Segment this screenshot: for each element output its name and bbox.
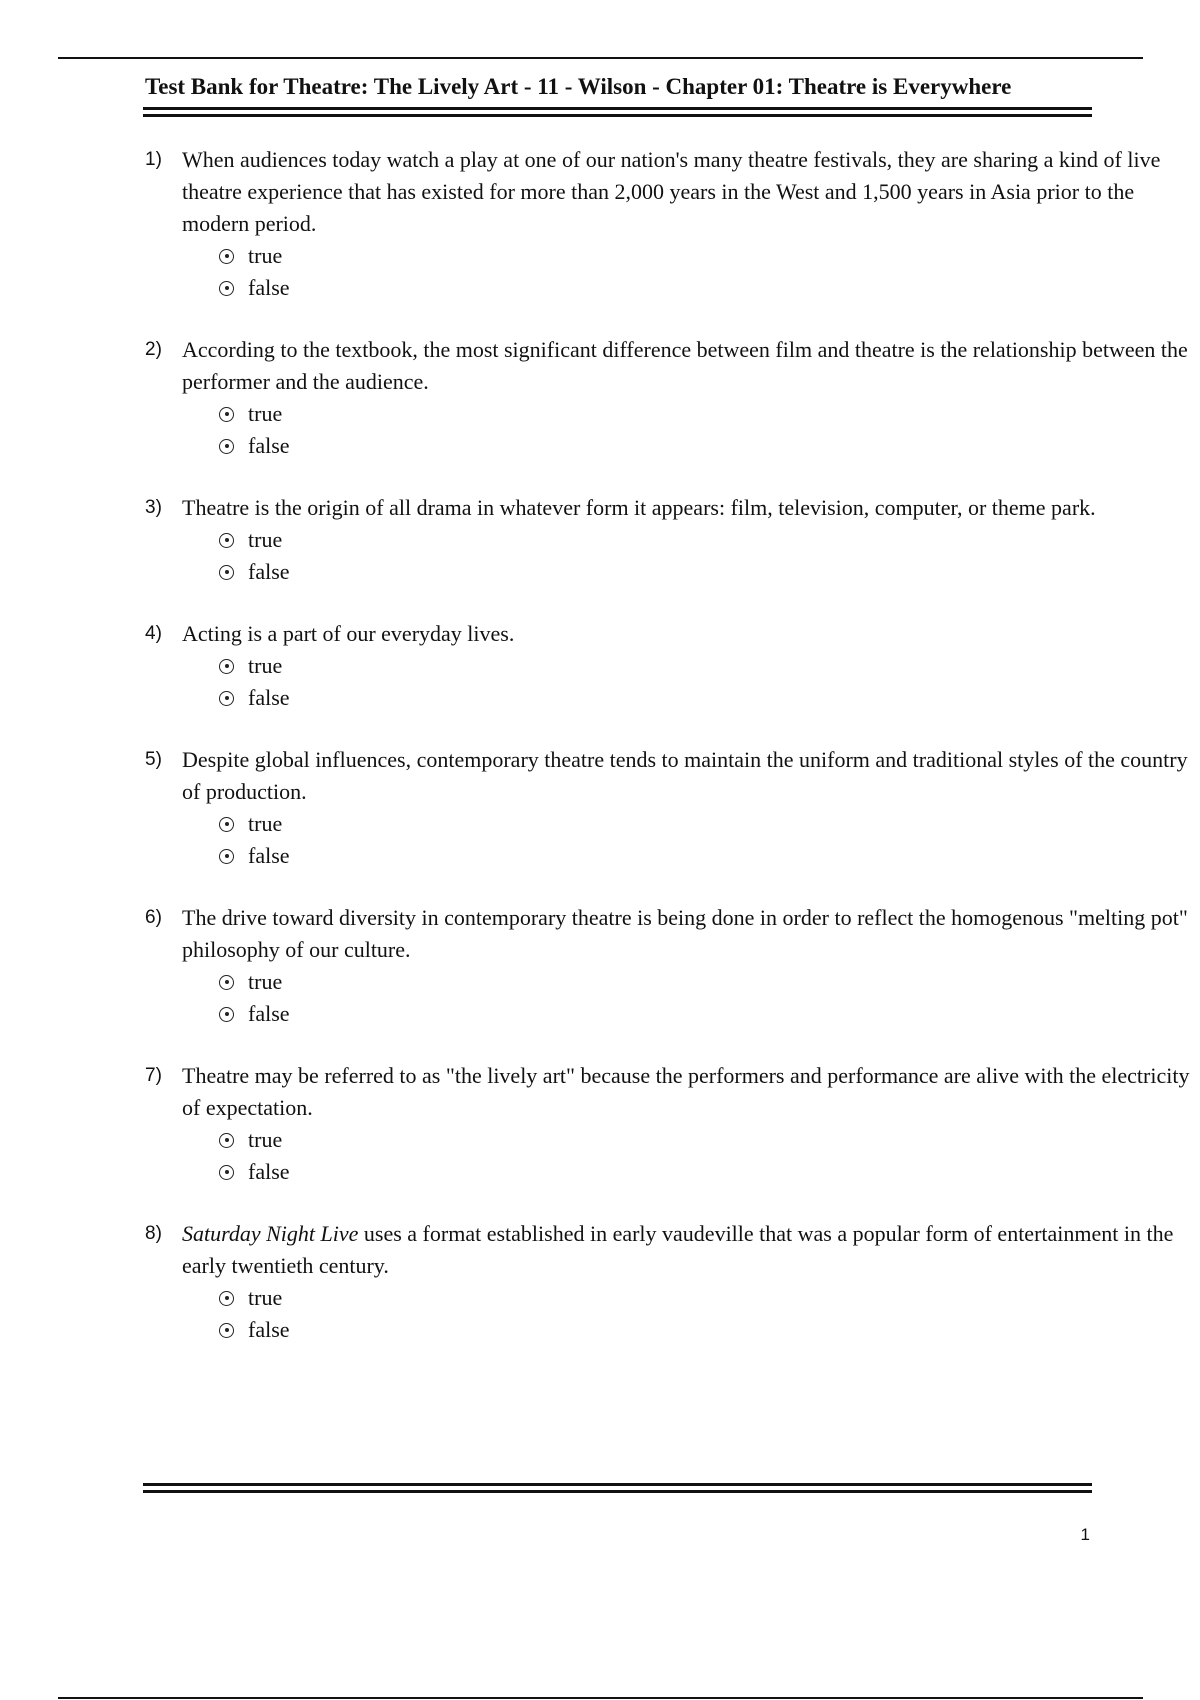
- question-number: 8): [145, 1223, 162, 1244]
- option-true[interactable]: [219, 240, 1095, 272]
- option-true[interactable]: [219, 398, 1095, 430]
- option-true[interactable]: [219, 524, 1095, 556]
- question-text: [182, 1218, 1195, 1282]
- option-false[interactable]: [219, 556, 1095, 588]
- page-number: 1: [1080, 1525, 1090, 1544]
- question-list: [145, 144, 1190, 1376]
- question-4: [145, 618, 1095, 714]
- question-text: Theatre is the origin of all drama in whatever form it appears: film, television, computer, or theme park.: [182, 495, 1096, 520]
- question-5: [145, 744, 1188, 872]
- option-label: true: [248, 527, 283, 552]
- radio-icon[interactable]: [219, 281, 234, 296]
- question-text: The drive toward diversity in contemporary theatre is being done in order to reflect the homogenous "melting pot" philosophy of our culture.: [182, 905, 1188, 962]
- footer-double-rule: [143, 1483, 1092, 1493]
- option-label: false: [248, 685, 290, 710]
- option-label: true: [248, 401, 283, 426]
- radio-icon[interactable]: [219, 1291, 234, 1306]
- question-7: [145, 1060, 1190, 1188]
- option-label: false: [248, 559, 290, 584]
- question-number: 2): [145, 339, 162, 360]
- option-false[interactable]: [219, 682, 1095, 714]
- question-2: [145, 334, 1188, 462]
- radio-icon[interactable]: [219, 533, 234, 548]
- question-text-rest: uses a format established in early vaudeville that was a popular form of entertainment in the early twentieth century.: [182, 1221, 1174, 1278]
- radio-icon[interactable]: [219, 1133, 234, 1148]
- option-label: false: [248, 1159, 290, 1184]
- question-text: Despite global influences, contemporary theatre tends to maintain the uniform and traditional styles of the country of production.: [182, 747, 1188, 804]
- option-true[interactable]: [219, 1282, 1095, 1314]
- question-text: According to the textbook, the most significant difference between film and theatre is the relationship between the performer and the audience.: [182, 337, 1188, 394]
- option-true[interactable]: [219, 966, 1095, 998]
- question-number: 4): [145, 623, 162, 644]
- top-rule: [58, 57, 1143, 59]
- question-number: 5): [145, 749, 162, 770]
- option-label: true: [248, 1285, 283, 1310]
- option-label: true: [248, 969, 283, 994]
- option-label: true: [248, 1127, 283, 1152]
- radio-icon[interactable]: [219, 439, 234, 454]
- option-label: false: [248, 1001, 290, 1026]
- radio-icon[interactable]: [219, 1165, 234, 1180]
- radio-icon[interactable]: [219, 817, 234, 832]
- radio-icon[interactable]: [219, 1323, 234, 1338]
- radio-icon[interactable]: [219, 691, 234, 706]
- option-label: false: [248, 1317, 290, 1342]
- option-false[interactable]: [219, 430, 1095, 462]
- question-number: 6): [145, 907, 162, 928]
- show-title: Saturday Night Live: [182, 1221, 359, 1246]
- option-false[interactable]: [219, 998, 1095, 1030]
- radio-icon[interactable]: [219, 1007, 234, 1022]
- option-true[interactable]: [219, 650, 1095, 682]
- option-label: false: [248, 843, 290, 868]
- question-6: [145, 902, 1188, 1030]
- question-text: When audiences today watch a play at one of our nation's many theatre festivals, they are sharing a kind of live theatre experience that has existed for more than 2,000 years in the West and 1,500 years in Asia prior to the modern period.: [182, 147, 1161, 236]
- radio-icon[interactable]: [219, 249, 234, 264]
- option-true[interactable]: [219, 808, 1095, 840]
- radio-icon[interactable]: [219, 849, 234, 864]
- option-label: false: [248, 275, 290, 300]
- option-label: true: [248, 243, 283, 268]
- question-8: [145, 1218, 1174, 1346]
- question-text: Theatre may be referred to as "the lively art" because the performers and performance are alive with the electricity of expectation.: [182, 1063, 1190, 1120]
- option-label: true: [248, 653, 283, 678]
- option-true[interactable]: [219, 1124, 1095, 1156]
- question-text: Acting is a part of our everyday lives.: [182, 621, 515, 646]
- bottom-rule: [58, 1697, 1143, 1699]
- radio-icon[interactable]: [219, 407, 234, 422]
- option-label: false: [248, 433, 290, 458]
- question-3: [145, 492, 1095, 588]
- question-1: [145, 144, 1161, 304]
- question-number: 3): [145, 497, 162, 518]
- document-title: Test Bank for Theatre: The Lively Art - 11 - Wilson - Chapter 01: Theatre is Everywhere: [145, 74, 1012, 99]
- question-number: 1): [145, 149, 162, 170]
- option-false[interactable]: [219, 1314, 1095, 1346]
- radio-icon[interactable]: [219, 565, 234, 580]
- option-false[interactable]: [219, 840, 1095, 872]
- header-double-rule: [143, 107, 1092, 117]
- option-false[interactable]: [219, 1156, 1095, 1188]
- radio-icon[interactable]: [219, 659, 234, 674]
- option-label: true: [248, 811, 283, 836]
- radio-icon[interactable]: [219, 975, 234, 990]
- question-number: 7): [145, 1065, 162, 1086]
- option-false[interactable]: [219, 272, 1095, 304]
